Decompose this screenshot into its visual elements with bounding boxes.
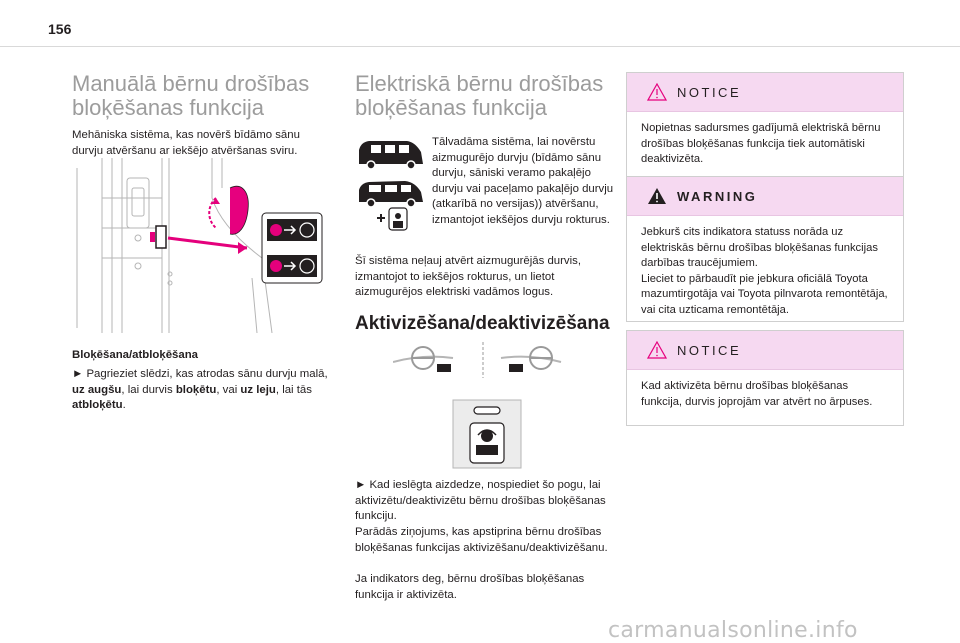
steering-wheel-left-icon: [393, 347, 453, 372]
warning-box: [626, 176, 904, 322]
intro-text: Mehāniska sistēma, kas novērš bīdāmo sānu durvju atvēršanu ar iekšējo atvēršanas sviru.: [72, 129, 300, 157]
instruction-indicator: Ja indikators deg, bērnu drošības bloķēšanas funkcija ir aktivizēta.: [355, 573, 585, 601]
van-icon-2: [359, 181, 423, 207]
instruction-message: Parādās ziņojums, kas apstiprina bērnu drošības bloķēšanas funkcijas aktivizēšanu/deaktivizēšanu.: [355, 526, 608, 554]
activation-heading: Aktivizēšana/deaktivizēšana: [355, 313, 610, 334]
child-lock-icon: [377, 208, 407, 230]
notice-title-2: NOTICE: [677, 342, 742, 358]
notice-header: [627, 73, 903, 112]
header-rule: [0, 46, 960, 47]
notice-text: Nopietnas sadursmes gadījumā elektriskā bērnu drošības bloķēšanas funkcija tiek automātiski deaktivizēta.: [641, 122, 881, 165]
notice-title: NOTICE: [677, 84, 742, 100]
page-number: 156: [48, 21, 72, 37]
vehicle-icons: [355, 136, 427, 232]
electric-description: Tālvadāma sistēma, lai novērstu aizmugurējo durvju (bīdāmo sānu durvju, sāniski veramo pakaļējo durvju vai paceļamo pakaļējo durvju (atkarībā no versijas)) atvēršanu, izmantojot iekšējos durvju rokturus.: [432, 136, 614, 226]
door-switch-illustration: [72, 158, 330, 333]
lock-instruction: ► Pagrieziet slēdzi, kas atrodas sānu durvju malā, uz augšu, lai durvis bloķētu, vai uz leju, lai tās atbloķētu.: [72, 368, 328, 411]
warning-title: WARNING: [677, 188, 758, 204]
title-line2: bloķēšanas funkcija: [355, 95, 548, 120]
warning-text-2: Lieciet to pārbaudīt pie jebkura oficiālā Toyota mazumtirgotāja vai Toyota pilnvarota remontētāja, vai cita uzticama remontētāja.: [641, 272, 888, 316]
column-manual-lock: [72, 71, 330, 411]
title-line2: bloķēšanas funkcija: [72, 95, 265, 120]
title-line1: Manuālā bērnu drošības: [72, 71, 310, 96]
column-electric-lock: [355, 71, 614, 601]
instruction-press: ► Kad ieslēgta aizdedze, nospiediet šo pogu, lai aktivizētu/deaktivizētu bērnu drošības bloķēšanas funkciju.: [355, 479, 606, 522]
notice-triangle-icon: [647, 83, 667, 101]
notice-header-2: [627, 331, 903, 370]
title-line1: Elektriskā bērnu drošības: [355, 71, 604, 96]
notice-triangle-icon: [647, 341, 667, 359]
warning-triangle-icon: [647, 187, 667, 205]
notice-text-2: Kad aktivizēta bērnu drošības bloķēšanas funkcija, durvis joprojām var atvērt no ārpuses.: [641, 380, 873, 408]
notice-box-2: [626, 330, 904, 426]
child-lock-button-icon[interactable]: [452, 399, 522, 469]
dashboard-location-icons: [393, 340, 573, 380]
subheading-lock-unlock: Bloķēšana/atbloķēšana: [72, 349, 198, 361]
section-title-manual: [72, 72, 330, 120]
van-icon-1: [359, 141, 423, 169]
electric-restriction: Šī sistēma neļauj atvērt aizmugurējās durvis, izmantojot to iekšējos rokturus, un lietot aizmugurējos elektriski vadāmos logus.: [355, 255, 582, 298]
warning-header: [627, 177, 903, 216]
steering-wheel-right-icon: [501, 347, 561, 372]
watermark: carmanualsonline.info: [608, 618, 858, 643]
warning-text: Jebkurš cits indikatora statuss norāda uz elektriskās bērnu drošības bloķēšanas funkcijas darbības traucējumiem.: [641, 226, 878, 269]
section-title-electric: [355, 72, 613, 120]
